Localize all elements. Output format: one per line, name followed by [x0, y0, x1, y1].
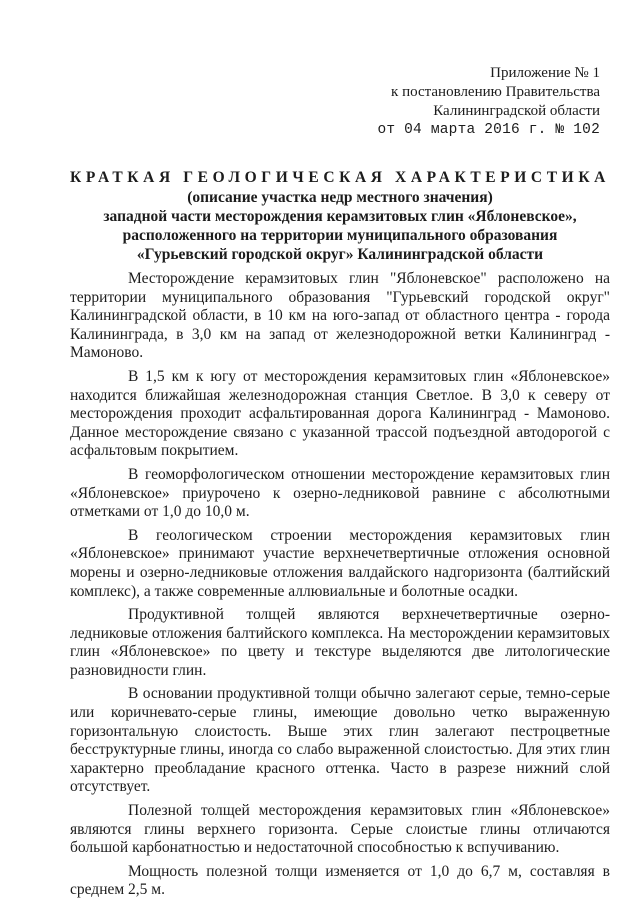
title-subtitle-2: западной части месторождения керамзитовых глин «Яблоневское», [103, 208, 577, 225]
paragraph-location: Месторождение керамзитовых глин "Яблоневское" расположено на территории муниципального образования "Гурьевский городской округ" Калининградской области, в 10 км на юго-запад от областного центра - города Калининграда, в 3,0 км на запад от железнодорожной ветки Калининград - Мамоново. [70, 270, 610, 362]
paragraph-thickness: Мощность полезной толщи изменяется от 1,0 до 6,7 м, составляя в среднем 2,5 м. [70, 862, 610, 899]
paragraph-transport: В 1,5 км к югу от месторождения керамзитовых глин «Яблоневское» находится ближайшая железнодорожная станция Светлое. В 3,0 к северу от месторождения проходит асфальтированная дорога Калининград - Мамоново. Данное месторождение связано с указанной трассой подъездной автодорогой с асфальтовым покрытием. [70, 367, 610, 460]
paragraph-useful-layer: Полезной толщей месторождения керамзитовых глин «Яблоневское» являются глины верхнего горизонта. Серые слоистые глины отличаются большой карбонатностью и недостаточной способностью к вспучиванию. [70, 802, 610, 857]
title-subtitle-4: «Гурьевский городской округ» Калининградской области [136, 246, 544, 263]
paragraph-geomorphology: В геоморфологическом отношении месторождение керамзитовых глин «Яблоневское» приурочено к озерно-ледниковой равнине с абсолютными отметками от 1,0 до 10,0 м. [70, 465, 610, 521]
annex-number: Приложение № 1 [490, 65, 600, 81]
document-title-block [70, 168, 610, 264]
paragraph-productive-layer: Продуктивной толщей являются верхнечетвертичные озерно-ледниковые отложения балтийского комплекса. На месторождении керамзитовых глин «Яблоневское» по цвету и текстуре выделяются две литологические разновидности глин. [70, 606, 610, 679]
document-body [70, 270, 610, 905]
annex-government-name: Калининградской области [433, 103, 600, 119]
paragraph-layer-base: В основании продуктивной толщи обычно залегают серые, темно-серые или коричневато-серые глины, имеющие довольно четко выраженную горизонтальную слоистость. Выше этих глин залегают пестроцветные бесструктурные глины, иногда со слабо выраженной слоистостью. Для этих глин характерно преобладание красного оттенка. Часто в разрезе нижний слой отсутствует. [70, 685, 610, 796]
annex-date-number: от 04 марта 2016 г. № 102 [377, 122, 600, 138]
annex-resolution-ref: к постановлению Правительства [391, 84, 600, 100]
paragraph-geology: В геологическом строении месторождения керамзитовых глин «Яблоневское» принимают участие верхнечетвертичные отложения основной морены и озерно-ледниковые отложения валдайского надгоризонта (балтийский комплекс), а также современные аллювиальные и болотные осадки. [70, 526, 610, 600]
annex-header [300, 64, 600, 140]
title-subtitle-3: расположенного на территории муниципального образования [122, 227, 558, 244]
document-title: КРАТКАЯ ГЕОЛОГИЧЕСКАЯ ХАРАКТЕРИСТИКА [70, 169, 610, 186]
title-subtitle-1: (описание участка недр местного значения) [187, 189, 493, 206]
